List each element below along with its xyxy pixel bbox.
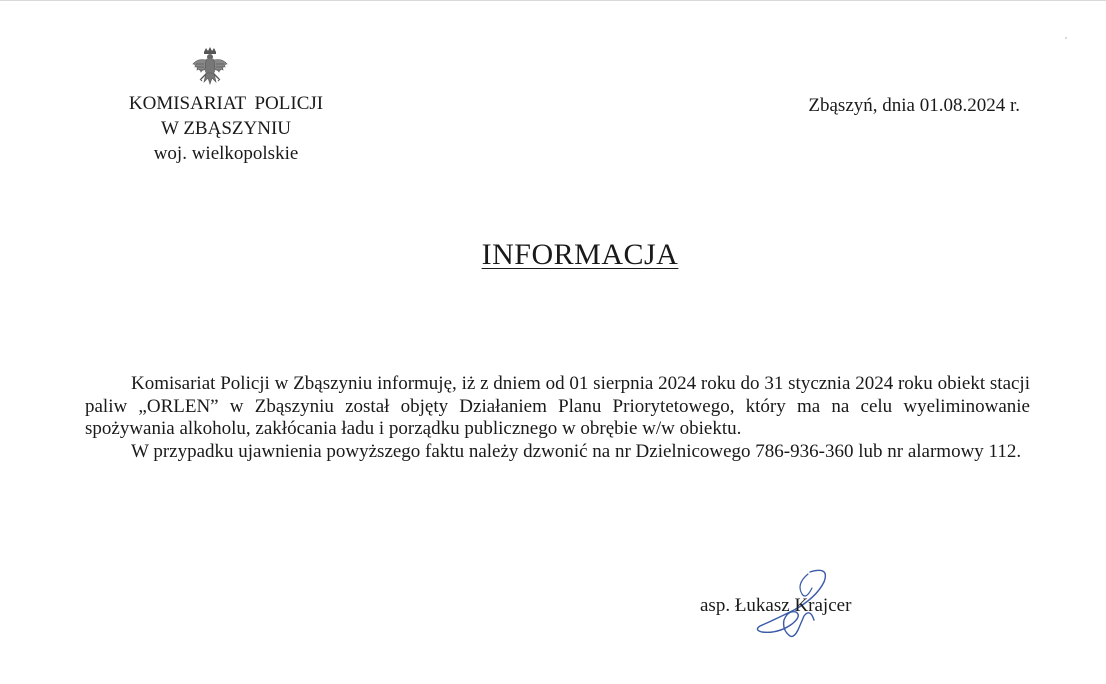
top-border-line bbox=[0, 0, 1106, 1]
body-paragraph-1: Komisariat Policji w Zbąszyniu informuję, iż z dniem od 01 sierpnia 2024 roku do 31 stycznia 2024 roku obiekt stacji paliw „ORLEN” w Zbąszyniu został objęty Działaniem Planu Priorytetowego, który ma na celu wyeliminowanie spożywania alkoholu, zakłócania ładu i porządku publicznego w obrębie w/w obiektu. bbox=[85, 373, 1030, 439]
issuer-line-3: woj. wielkopolskie bbox=[153, 143, 299, 164]
signatory-name: asp. Łukasz Krajcer bbox=[700, 595, 852, 616]
document-body bbox=[85, 373, 1030, 463]
scan-speck bbox=[1065, 37, 1067, 39]
polish-eagle-emblem-icon bbox=[190, 46, 230, 88]
place-and-date: Zbąszyń, dnia 01.08.2024 r. bbox=[808, 95, 1020, 116]
body-paragraph-2: W przypadku ujawnienia powyższego faktu należy dzwonić na nr Dzielnicowego 786-936-360 lub nr alarmowy 112. bbox=[131, 440, 1022, 462]
document-title: INFORMACJA bbox=[481, 238, 679, 271]
issuer-line-1: KOMISARIAT POLICJI bbox=[128, 93, 324, 114]
issuer-block bbox=[100, 91, 352, 166]
signature-block bbox=[700, 564, 900, 644]
issuer-line-2: W ZBĄSZYNIU bbox=[160, 118, 291, 139]
